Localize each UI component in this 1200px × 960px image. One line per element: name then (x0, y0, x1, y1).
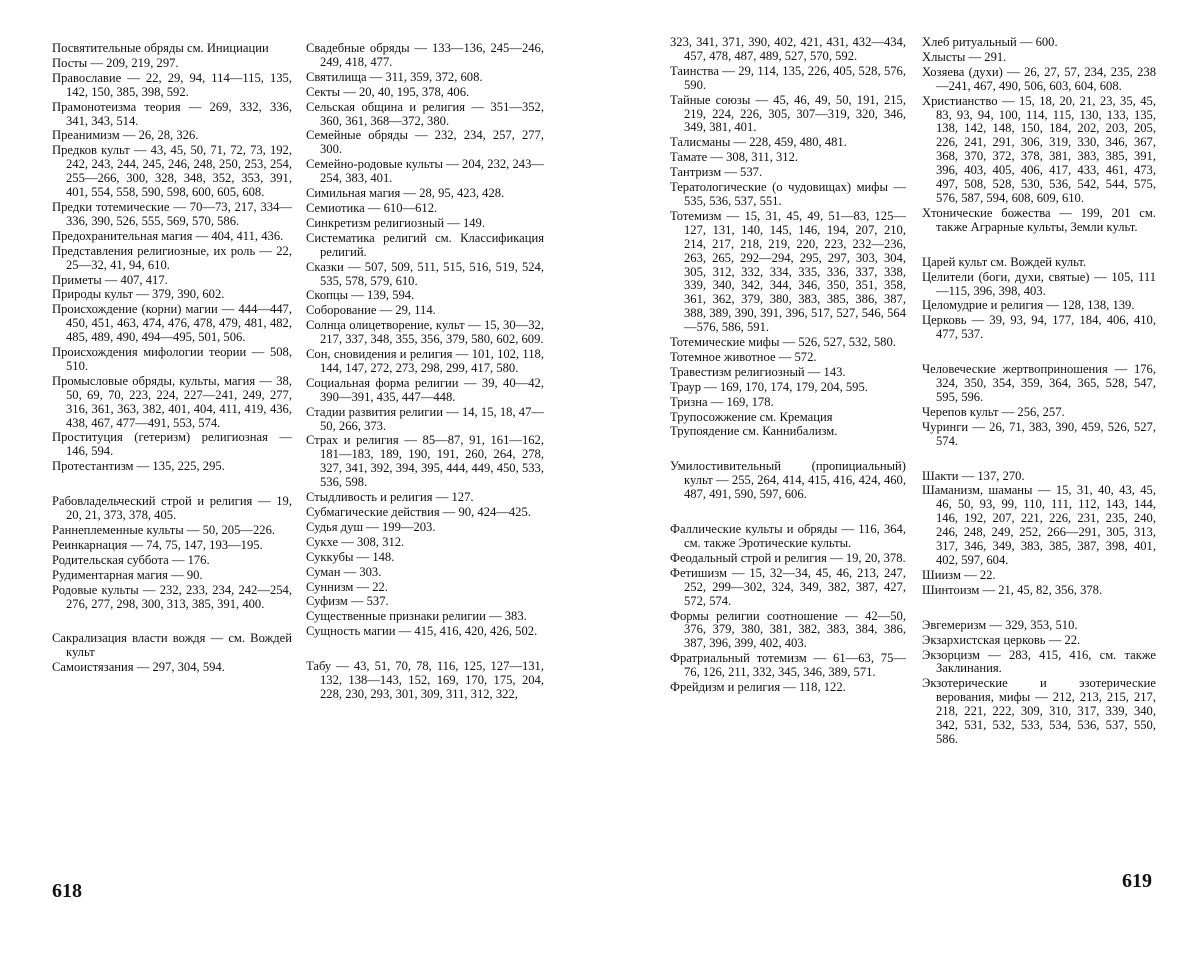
index-entry: Тератологические (о чудовищах) мифы — 535, 536, 537, 551. (670, 180, 906, 208)
index-column-2 (306, 42, 544, 703)
section-gap (922, 236, 1156, 256)
index-entry: Сельская община и религия — 351—352, 360, 361, 368—372, 380. (306, 99, 544, 128)
index-entry: Талисманы — 228, 459, 480, 481. (670, 135, 847, 150)
index-entry: Субмагические действия — 90, 424—425. (306, 505, 531, 519)
right-page (600, 0, 1200, 960)
index-entry: Проституция (гетеризм) религиозная — 146, 594. (52, 430, 292, 459)
index-entry: Рудиментарная магия — 90. (52, 567, 203, 582)
index-entry: Промысловые обряды, культы, магия — 38, 50, 69, 70, 223, 224, 227—241, 249, 277, 316, 361, 363, 382, 401, 404, 411, 419, 436, 438, 467, 477—491, 553, 574. (52, 373, 292, 430)
index-entry: Родительская суббота — 176. (52, 552, 210, 567)
index-entry: Христианство — 15, 18, 20, 21, 23, 35, 45, 83, 93, 94, 100, 114, 115, 130, 133, 135, 138, 142, 148, 150, 184, 202, 203, 205, 226, 241, 291, 306, 319, 330, 346, 367, 368, 370, 372, 378, 381, 383, 385, 391, 396, 403, 405, 406, 417, 433, 461, 473, 497, 508, 528, 530, 536, 542, 544, 575, 576, 587, 594, 608, 609, 610. (922, 93, 1156, 205)
index-entry: Родовые культы — 232, 233, 234, 242—254, 276, 277, 298, 300, 313, 385, 391, 400. (52, 582, 292, 611)
section-gap (670, 440, 906, 460)
section-gap (670, 503, 906, 523)
index-entry: Хозяева (духи) — 26, 27, 57, 234, 235, 238—241, 467, 490, 506, 603, 604, 608. (922, 64, 1156, 93)
index-entry: Экзорцизм — 283, 415, 416, см. также Заклинания. (922, 647, 1156, 676)
index-entry: Систематика религий см. Классификация религий. (306, 230, 544, 259)
index-entry: Церковь — 39, 93, 94, 177, 184, 406, 410, 477, 537. (922, 313, 1156, 342)
index-entry: Приметы — 407, 417. (52, 272, 168, 287)
index-entry: Фратриальный тотемизм — 61—63, 75—76, 126, 211, 332, 345, 346, 389, 571. (670, 651, 906, 680)
index-entry: Самоистязания — 297, 304, 594. (52, 660, 225, 675)
index-entry: Траур — 169, 170, 174, 179, 204, 595. (670, 379, 868, 394)
index-column-3 (670, 36, 906, 696)
index-entry: Экзотерические и эзотерические верования, мифы — 212, 213, 215, 217, 218, 221, 222, 309, 310, 317, 339, 340, 342, 531, 532, 533, 534, 536, 537, 550, 586. (922, 676, 1156, 746)
index-entry: Табу — 43, 51, 70, 78, 116, 125, 127—131, 132, 138—143, 152, 169, 170, 175, 204, 228, 230, 293, 301, 309, 311, 312, 322, (306, 659, 544, 701)
index-entry: Симильная магия — 28, 95, 423, 428. (306, 186, 505, 201)
index-entry: Тотемические мифы — 526, 527, 532, 580. (670, 335, 896, 350)
index-entry: Шиизм — 22. (922, 567, 996, 582)
index-entry: Хтонические божества — 199, 201 см. также Аграрные культы, Земли культ. (922, 205, 1156, 234)
index-entry: Православие — 22, 29, 94, 114—115, 135, 142, 150, 385, 398, 592. (52, 70, 292, 99)
index-entry: Целители (боги, духи, святые) — 105, 111—115, 396, 398, 403. (922, 269, 1156, 298)
index-entry: Скопцы — 139, 594. (306, 288, 415, 303)
index-entry: Тотемное животное — 572. (670, 349, 817, 364)
index-entry: Раннеплеменные культы — 50, 205—226. (52, 523, 276, 537)
index-entry: Семейно-родовые культы — 204, 232, 243—254, 383, 401. (306, 157, 544, 186)
index-entry: Тантризм — 537. (670, 165, 763, 180)
index-entry: Соборование — 29, 114. (306, 303, 436, 318)
index-entry: Представления религиозные, их роль — 22, 25—32, 41, 94, 610. (52, 243, 292, 272)
index-entry: Протестантизм — 135, 225, 295. (52, 459, 225, 474)
index-entry: Предки тотемические — 70—73, 217, 334—336, 390, 526, 555, 569, 570, 586. (52, 199, 292, 228)
section-gap (922, 450, 1156, 470)
section-gap (922, 599, 1156, 619)
index-entry: Трупосожжение см. Кремация (670, 409, 833, 424)
index-entry: Черепов культ — 256, 257. (922, 404, 1065, 419)
index-entry: Суфизм — 537. (306, 594, 389, 609)
index-entry: Человеческие жертвоприношения — 176, 324, 350, 354, 359, 364, 365, 528, 547, 595, 596. (922, 362, 1156, 404)
index-entry: Умилостивительный (пропициальный) культ — 255, 264, 414, 415, 416, 424, 460, 487, 491, 590, 597, 606. (670, 459, 906, 502)
index-entry: Святилища — 311, 359, 372, 608. (306, 69, 483, 84)
index-entry: Прамонотеизма теория — 269, 332, 336, 341, 343, 514. (52, 99, 292, 128)
index-entry: Царей культ см. Вождей культ. (922, 254, 1087, 269)
page-number: 619 (1122, 870, 1152, 892)
index-entry: Шинтоизм — 21, 45, 82, 356, 378. (922, 582, 1103, 597)
index-entry: Хлеб ритуальный — 600. (922, 35, 1058, 49)
index-entry: Шакти — 137, 270. (922, 468, 1025, 483)
index-entry: Семейные обряды — 232, 234, 257, 277, 300. (306, 128, 544, 157)
index-entry: Происхождение (корни) магии — 444—447, 450, 451, 463, 474, 476, 478, 479, 481, 482, 485, 489, 490, 494—495, 501, 506. (52, 302, 292, 345)
index-entry: Природы культ — 379, 390, 602. (52, 287, 225, 302)
index-entry: Тамате — 308, 311, 312. (670, 150, 799, 165)
index-entry: Сукхе — 308, 312. (306, 534, 405, 549)
index-entry: Таинства — 29, 114, 135, 226, 405, 528, 576, 590. (670, 63, 906, 92)
index-column-4 (922, 36, 1156, 748)
index-entry: Суккубы — 148. (306, 549, 395, 564)
section-gap (52, 612, 292, 632)
index-entry: Судья душ — 199—203. (306, 519, 436, 534)
index-entry: Сакрализация власти вождя — см. Вождей культ (52, 631, 292, 660)
index-entry: Фетишизм — 15, 32—34, 45, 46, 213, 247, 252, 299—302, 324, 349, 382, 387, 427, 572, 574. (670, 565, 906, 608)
index-entry: Существенные признаки религии — 383. (306, 609, 527, 624)
index-entry: Феодальный строй и религия — 19, 20, 378. (670, 550, 906, 565)
index-entry: Сказки — 507, 509, 511, 515, 516, 519, 524, 535, 578, 579, 610. (306, 259, 544, 288)
section-gap (922, 343, 1156, 363)
index-entry: 323, 341, 371, 390, 402, 421, 431, 432—434, 457, 478, 487, 489, 527, 570, 592. (670, 35, 906, 63)
index-entry: Страх и религия — 85—87, 91, 161—162, 181—183, 189, 190, 191, 260, 264, 278, 327, 341, 392, 394, 395, 444, 449, 450, 533, 536, 598. (306, 433, 544, 490)
index-entry: Формы религии соотношение — 42—50, 376, 379, 380, 381, 382, 383, 384, 386, 387, 396, 399, 402, 403. (670, 608, 906, 651)
index-entry: Происхождения мифологии теории — 508, 510. (52, 345, 292, 373)
index-entry: Хлысты — 291. (922, 49, 1007, 64)
page-number: 618 (52, 880, 82, 902)
section-gap (306, 640, 544, 660)
index-entry: Стадии развития религии — 14, 15, 18, 47—50, 266, 373. (306, 404, 544, 433)
index-entry: Синкретизм религиозный — 149. (306, 215, 485, 230)
index-entry: Тайные союзы — 45, 46, 49, 50, 191, 215, 219, 224, 226, 305, 307—319, 320, 346, 349, 381, 401. (670, 92, 906, 135)
index-entry: Фаллические культы и обряды — 116, 364, см. также Эротические культы. (670, 522, 906, 550)
index-entry: Травестизм религиозный — 143. (670, 364, 846, 379)
index-column-1 (52, 42, 292, 676)
index-entry: Целомудрие и религия — 128, 138, 139. (922, 298, 1135, 313)
index-entry: Реинкарнация — 74, 75, 147, 193—195. (52, 537, 263, 552)
index-entry: Тризна — 169, 178. (670, 394, 774, 409)
index-entry: Фрейдизм и религия — 118, 122. (670, 680, 846, 695)
section-gap (52, 475, 292, 495)
index-entry: Суман — 303. (306, 564, 382, 579)
index-entry: Солнца олицетворение, культ — 15, 30—32, 217, 337, 348, 355, 356, 379, 580, 602, 609. (306, 318, 544, 347)
index-entry: Трупоядение см. Каннибализм. (670, 424, 838, 439)
index-entry: Стыдливость и религия — 127. (306, 490, 474, 505)
index-entry: Сон, сновидения и религия — 101, 102, 118, 144, 147, 272, 273, 298, 299, 417, 580. (306, 347, 544, 375)
index-entry: Преанимизм — 26, 28, 326. (52, 128, 199, 143)
index-entry: Предохранительная магия — 404, 411, 436. (52, 228, 284, 243)
index-entry: Тотемизм — 15, 31, 45, 49, 51—83, 125—127, 131, 140, 145, 146, 194, 207, 210, 214, 217, 218, 219, 220, 223, 232—236, 263, 265, 292—294, 295, 297, 303, 304, 305, 312, 332, 334, 335, 336, 337, 338, 339, 340, 342, 344, 346, 350, 351, 358, 361, 362, 379, 380, 383, 385, 386, 387, 388, 389, 390, 391, 396, 517, 527, 546, 564—576, 586, 591. (670, 208, 906, 335)
index-entry: Сущность магии — 415, 416, 420, 426, 502. (306, 624, 538, 639)
index-entry: Социальная форма религии — 39, 40—42, 390—391, 435, 447—448. (306, 375, 544, 404)
index-entry: Семиотика — 610—612. (306, 200, 438, 215)
index-entry: Секты — 20, 40, 195, 378, 406. (306, 84, 470, 99)
index-entry: Предков культ — 43, 45, 50, 71, 72, 73, 192, 242, 243, 244, 245, 246, 248, 250, 253, 254, 255—266, 300, 328, 348, 352, 353, 391, 401, 554, 558, 590, 598, 600, 605, 608. (52, 143, 292, 200)
index-entry: Шаманизм, шаманы — 15, 31, 40, 43, 45, 46, 50, 93, 99, 110, 111, 112, 143, 144, 146, 192, 207, 221, 226, 231, 235, 240, 246, 248, 249, 252, 266—291, 305, 313, 317, 346, 349, 383, 385, 387, 398, 401, 402, 597, 604. (922, 483, 1156, 567)
index-entry: Эвгемеризм — 329, 353, 510. (922, 617, 1078, 632)
index-entry: Экзархистская церковь — 22. (922, 632, 1081, 647)
index-entry: Свадебные обряды — 133—136, 245—246, 249, 418, 477. (306, 41, 544, 69)
index-entry: Посты — 209, 219, 297. (52, 55, 179, 70)
index-entry: Чуринги — 26, 71, 383, 390, 459, 526, 527, 574. (922, 419, 1156, 448)
index-entry: Посвятительные обряды см. Инициации (52, 41, 269, 55)
index-entry: Суннизм — 22. (306, 579, 389, 594)
index-entry: Рабовладельческий строй и религия — 19, 20, 21, 373, 378, 405. (52, 494, 292, 523)
